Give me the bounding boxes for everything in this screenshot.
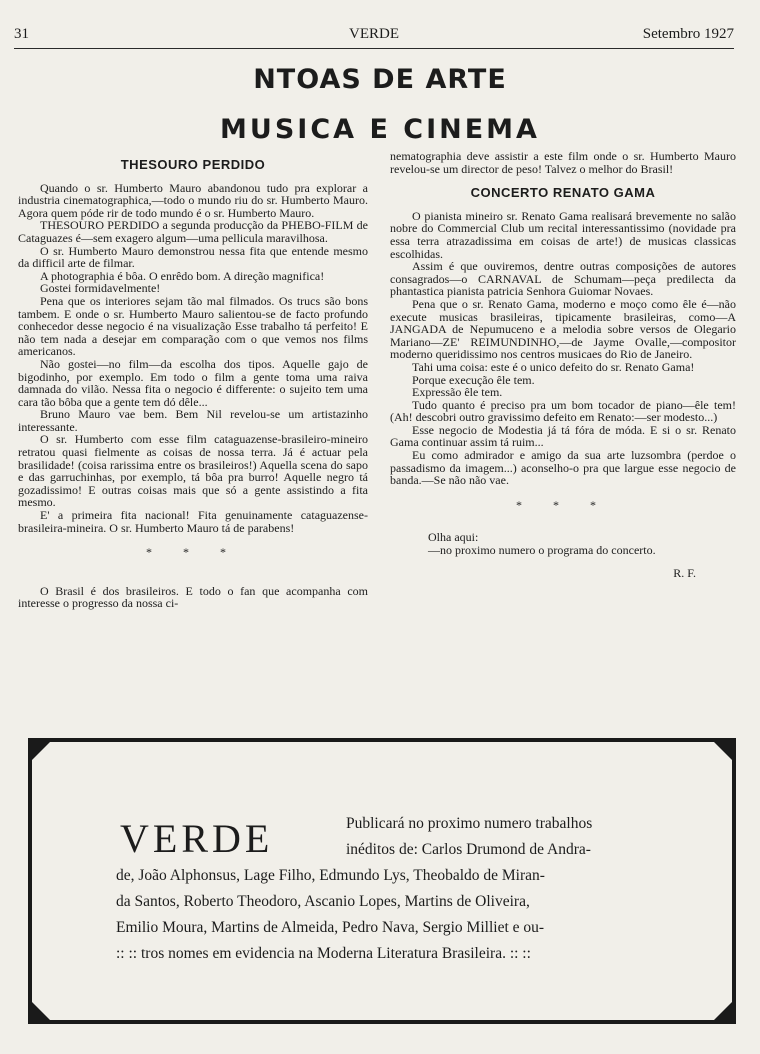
- announcement-line: da Santos, Roberto Theodoro, Ascanio Lopes, Martins de Oliveira,: [116, 893, 530, 910]
- announcement-line: :: :: tros nomes em evidencia na Moderna Literatura Brasileira. :: ::: [116, 945, 531, 962]
- announcement-line: de, João Alphonsus, Lage Filho, Edmundo Lys, Theobaldo de Miran-: [116, 867, 545, 884]
- page-header: [14, 22, 734, 49]
- section-subtitle: MUSICA E CINEMA: [220, 114, 540, 145]
- announcement-box: [28, 738, 736, 1024]
- section-divider: * * *: [516, 497, 610, 512]
- paragraph: Não gostei—no film—da escolha dos tipos. Aquelle gajo de bigodinho, por exemplo. Em todo o film a gente toma uma raiva damnada do vilão. Nessa fita o negocio é differente: o sujeito tem uma cara tão bôba que a gente tem dó dêle...: [18, 356, 368, 409]
- paragraph: Gostei formidavelmente!: [40, 281, 161, 296]
- verde-logo: VERDE: [120, 816, 274, 861]
- page-number: 31: [14, 26, 29, 42]
- section-title: NTOAS DE ARTE: [253, 64, 507, 95]
- paragraph: Quando o sr. Humberto Mauro abandonou tudo pra explorar a industria cinematographica,—todo o mundo riu do sr. Humberto Mauro. Agora quem póde rir de todo mundo é o sr. Humberto Mauro.: [18, 180, 368, 220]
- section-divider: * * *: [146, 545, 240, 560]
- paragraph: O sr. Humberto com esse film cataguazense-brasileiro-mineiro retratou quasi fielmente as coisas de nossa terra. Já é actuar pela brasilidade! (coisa rarissima entre os brasileiros!) Aquella scena do sapo e das garruchinhas, por exemplo, tá bôa pra burro! Aquelle negro tá gozadissimo! E outras coisas mais que só a gente assistindo a fita mesmo.: [18, 432, 368, 510]
- paragraph: Tudo quanto é preciso pra um bom tocador de piano—êle tem! (Ah! descobri outro gravissimo defeito em Renato:—ser modesto...): [390, 397, 736, 425]
- announcement-line: Publicará no proximo numero trabalhos: [346, 815, 593, 832]
- issue-date: Setembro 1927: [642, 26, 734, 42]
- paragraph: Expressão êle tem.: [412, 385, 503, 400]
- paragraph: Eu como admirador e amigo da sua arte luzsombra (perdoe o passadismo da imagem...) aconselho-o pra que largue esse negocio de banda.—Se não não vae.: [390, 448, 736, 488]
- corner-ornament: [712, 1000, 734, 1022]
- paragraph: Olha aqui:: [428, 530, 479, 545]
- paragraph: —no proximo numero o programa do concerto.: [428, 543, 656, 558]
- corner-ornament: [712, 740, 734, 762]
- paragraph: Tahi uma coisa: este é o unico defeito do sr. Renato Gama!: [412, 359, 695, 374]
- paragraph: THESOURO PERDIDO a segunda producção da PHEBO-FILM de Cataguazes é—sem exagero algum—uma pellicula maravilhosa.: [18, 218, 368, 245]
- paragraph: O sr. Humberto Mauro demonstrou nessa fita que entende mesmo da difficil arte de filmar.: [18, 243, 368, 271]
- announcement-line: inéditos de: Carlos Drumond de Andra-: [346, 841, 591, 858]
- paragraph: A photographia é bôa. O enrêdo bom. A direção magnifica!: [40, 268, 325, 283]
- right-column: [390, 150, 736, 579]
- paragraph: Porque execução êle tem.: [412, 372, 535, 387]
- paragraph: O pianista mineiro sr. Renato Gama realisará brevemente no salão nobre do Commercial Club um recital interessantissimo (novidade pra essa terra atrazadissima em coisas de arte!) de musicas classicas escolhidas.: [390, 208, 736, 261]
- corner-ornament: [30, 740, 52, 762]
- paragraph: Esse negocio de Modestia já tá fóra de móda. E si o sr. Renato Gama continuar assim tá ruim...: [390, 422, 736, 450]
- paragraph: nematographia deve assistir a este film onde o sr. Humberto Mauro revelou-se um director de peso! Talvez o melhor do Brasil!: [390, 149, 736, 176]
- article-heading-concerto: CONCERTO RENATO GAMA: [470, 185, 656, 201]
- left-column: [18, 159, 368, 610]
- signature: R. F.: [673, 565, 696, 580]
- paragraph: Pena que o sr. Renato Gama, moderno e moço como êle é—não execute musicas brasileiras, tipicamente brasileiras, como—A JANGADA de Nepumuceno e a melodia sobre versos de Olegario Mariano—ZE' REIMUNDINHO,—de Jayme Ovalle,—compositor moderno queridissimo nos centros musicaes do Rio de Janeiro.: [390, 296, 736, 362]
- paragraph: Assim é que ouviremos, dentre outras composições de autores consagrados—o CARNAVAL de Schumam—peça predilecta da phantastica pianista patricia Senhora Guiomar Novaes.: [390, 259, 736, 299]
- magazine-name: VERDE: [349, 26, 399, 42]
- paragraph: Pena que os interiores sejam tão mal filmados. Os trucs são bons tambem. E onde o sr. Humberto Mauro salientou-se de facto profundo conhecedor desse negocio é na visualização Esse trabalho tá perfeito! E não tem nada a desejar em comparação com o que vemos nos films americanos.: [18, 293, 368, 359]
- paragraph: O Brasil é dos brasileiros. E todo o fan que acompanha com interesse o progresso da nossa ci-: [18, 583, 368, 611]
- article-heading-thesouro: THESOURO PERDIDO: [120, 157, 266, 172]
- paragraph: Bruno Mauro vae bem. Bem Nil revelou-se um artistazinho interessante.: [18, 407, 368, 434]
- corner-ornament: [30, 1000, 52, 1022]
- paragraph: E' a primeira fita nacional! Fita genuinamente cataguazense-brasileira-mineira. O sr. Humberto Mauro tá de parabens!: [18, 508, 368, 535]
- announcement-line: Emilio Moura, Martins de Almeida, Pedro Nava, Sergio Milliet e ou-: [116, 919, 545, 936]
